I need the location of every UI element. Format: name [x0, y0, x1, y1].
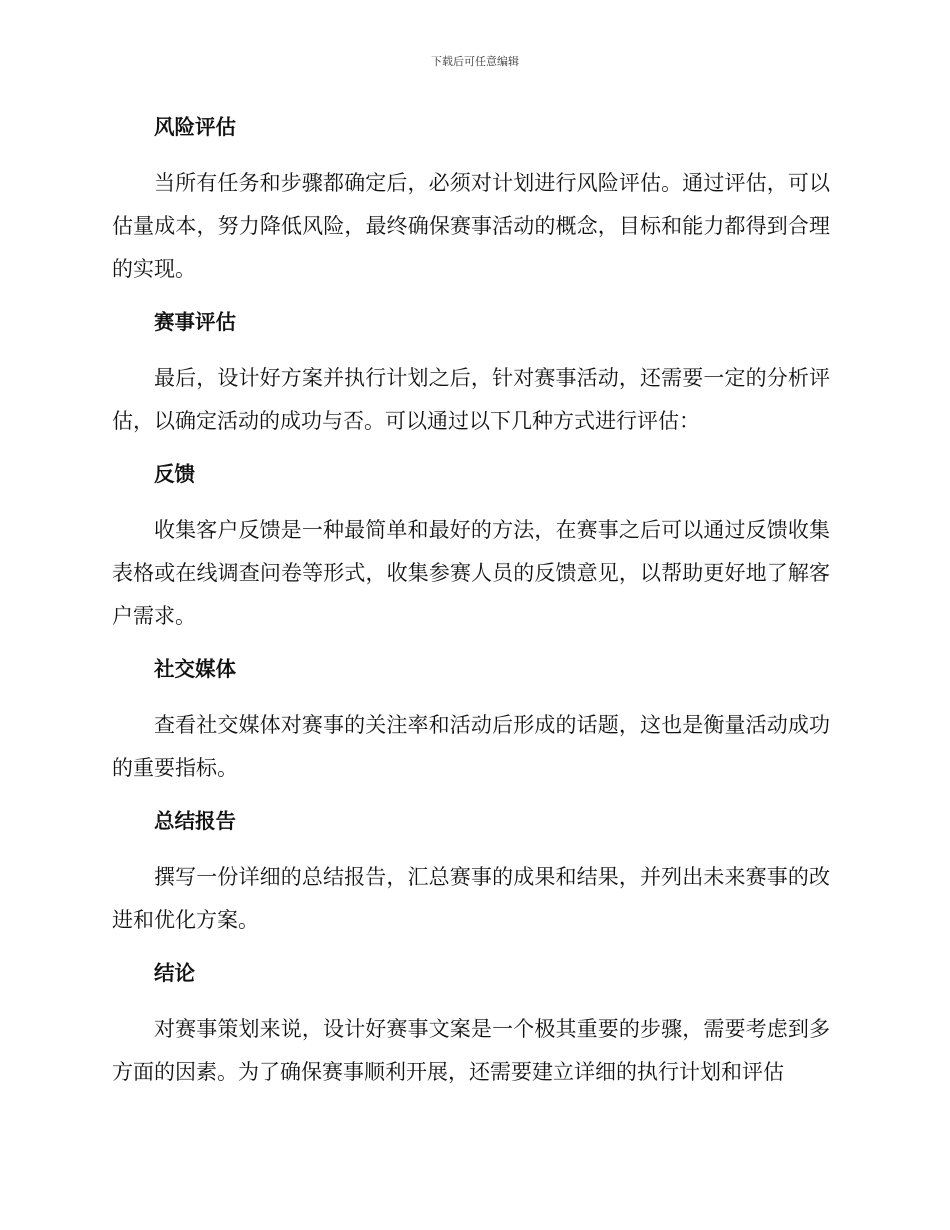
- section-heading: 总结报告: [154, 809, 236, 833]
- section-risk-assessment: [112, 108, 830, 291]
- section-summary-report: [112, 802, 830, 942]
- section-conclusion: [112, 954, 830, 1094]
- section-heading: 赛事评估: [154, 310, 236, 334]
- section-paragraph: 查看社交媒体对赛事的关注率和活动后形成的话题，这也是衡量活动成功的重要指标。: [112, 713, 830, 780]
- document-body: [112, 108, 830, 1106]
- section-heading: 结论: [154, 961, 195, 985]
- page-header: 下载后可任意编辑: [431, 55, 519, 68]
- section-heading: 风险评估: [154, 115, 236, 139]
- section-paragraph: 收集客户反馈是一种最简单和最好的方法，在赛事之后可以通过反馈收集表格或在线调查问卷等形式，收集参赛人员的反馈意见，以帮助更好地了解客户需求。: [112, 518, 830, 628]
- section-social-media: [112, 650, 830, 790]
- section-paragraph: 当所有任务和步骤都确定后，必须对计划进行风险评估。通过评估，可以估量成本，努力降低风险，最终确保赛事活动的概念，目标和能力都得到合理的实现。: [112, 171, 830, 281]
- section-heading: 社交媒体: [154, 657, 236, 681]
- section-paragraph: 最后，设计好方案并执行计划之后，针对赛事活动，还需要一定的分析评估，以确定活动的成功与否。可以通过以下几种方式进行评估：: [112, 366, 830, 433]
- section-paragraph: 对赛事策划来说，设计好赛事文案是一个极其重要的步骤，需要考虑到多方面的因素。为了确保赛事顺利开展，还需要建立详细的执行计划和评估: [112, 1017, 830, 1084]
- section-paragraph: 撰写一份详细的总结报告，汇总赛事的成果和结果，并列出未来赛事的改进和优化方案。: [112, 865, 830, 932]
- section-feedback: [112, 455, 830, 638]
- section-heading: 反馈: [154, 462, 195, 486]
- section-event-evaluation: [112, 303, 830, 443]
